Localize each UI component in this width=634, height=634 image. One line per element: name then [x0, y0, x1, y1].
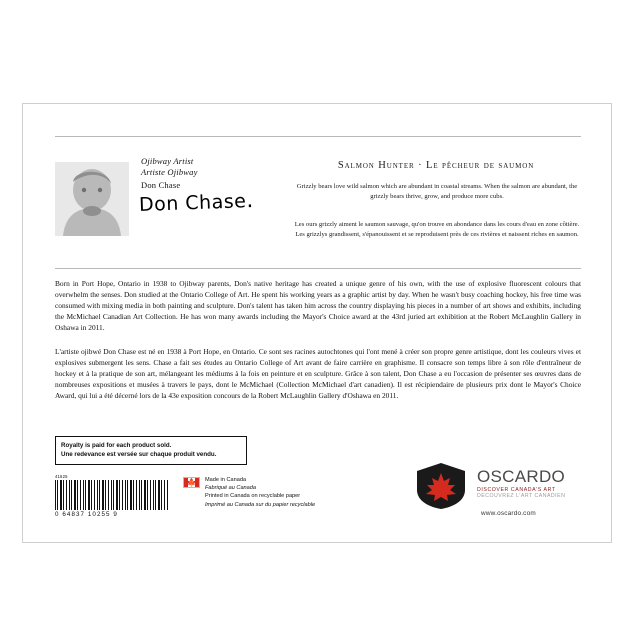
- artist-role-fr: Artiste Ojibway: [141, 167, 198, 177]
- barcode-image: [55, 480, 169, 510]
- artist-block: [55, 156, 285, 256]
- oscardo-wordmark: [477, 468, 565, 499]
- oscardo-tagline-fr: DÉCOUVREZ L'ART CANADIEN: [477, 493, 566, 499]
- barcode-block: [55, 474, 173, 518]
- royalty-notice-en: Royalty is paid for each product sold.: [61, 442, 172, 449]
- artist-photo: [55, 162, 129, 236]
- oscardo-name: OSCARDO: [477, 467, 566, 486]
- product-hangtag-card: [22, 103, 612, 543]
- maple-leaf-shield-icon: [415, 462, 467, 510]
- recycle-en: Printed in Canada on recyclable paper: [205, 493, 301, 500]
- artwork-description-fr: Les ours grizzly aiment le saumon sauvage, qu'on trouve en abondance dans les cours d'eau en zone côtière. Les grizzlys grandissent, s'épanouissent et se reproduisent près de ces rivières et naissent riches en saumon.: [294, 221, 580, 238]
- card-inner: [41, 118, 593, 530]
- made-in-canada-block: [183, 476, 353, 509]
- oscardo-tagline-en: DISCOVER CANADA'S ART: [477, 487, 556, 493]
- oscardo-logo: [403, 462, 579, 528]
- made-in-en: Made in Canada: [205, 477, 247, 483]
- barcode-number: 0 64837 10255 9: [55, 511, 118, 518]
- made-in-canada-text: [205, 476, 315, 509]
- divider-middle: [55, 268, 581, 269]
- canada-flag-icon: 🍁: [183, 477, 200, 488]
- royalty-notice: [55, 436, 247, 465]
- artwork-description-en: Grizzly bears love wild salmon which are abundant in coastal streams. When the salmon are abundant, the grizzly bears thrive, grow, and produce more cubs.: [296, 183, 578, 200]
- signature-text: Don Chase: [138, 190, 247, 216]
- divider-top: [55, 136, 581, 137]
- artist-role-en: Ojibway Artist: [141, 156, 194, 166]
- artist-bio-en: Born in Port Hope, Ontario in 1938 to Ojibway parents, Don's native heritage has created a unique genre of his own, with the use of explosive fluorescent colours that overwhelm the senses. Don studied at the Ontario College of Art. He spent his working years as a graphic artist by day. When he wasn't busy coaching hockey, his free time was consumed with mixing media in both painting and sculpture. Don's talent has taken him across the country displaying his pieces in a number of art shows and exhibits, including the McMichael Canadian Art Collection. He has won many awards including the Mayor's Choice award at the 43rd juried art exhibition at the Robert McLaughlin Gallery in Oshawa in 2011.: [55, 279, 581, 332]
- royalty-notice-fr: Une redevance est versée sur chaque produit vendu.: [61, 451, 217, 458]
- artist-signature: [139, 188, 255, 217]
- signature-dot: .: [245, 187, 255, 214]
- recycle-fr: Imprimé au Canada sur du papier recyclable: [205, 501, 316, 508]
- artist-bio-fr: L'artiste ojibwé Don Chase est né en 1938 à Port Hope, en Ontario. Ce sont ses racines autochtones qui l'ont mené à créer son propre genre artistique, dont les couleurs vives et explosives submergent les sens. Chase a fait ses études au Ontario College of Art avant de faire carrière en graphisme. Il consacre son temps libre à son rôle d'entraîneur de hockey et à la pratique de son art, mélangeant les médiums à la fois en peinture et en sculpture. Grâce à son talent, Don Chase a eu l'occasion de présenter ses œuvres dans de nombreuses expositions et musées à travers le pays, dont le McMichael (Collection McMichael d'art canadien). Il est récipiendaire de plusieurs prix dont le Mayor's Choice Award, qui lui a été décerné lors de la 43e exposition concours de la Robert McLaughlin Gallery d'Oshawa en 2011.: [55, 347, 581, 400]
- artwork-title: Salmon Hunter · Le pêcheur de saumon: [337, 160, 535, 171]
- barcode-sku: 41625: [55, 474, 68, 479]
- artist-caption: [141, 156, 291, 191]
- artist-name: Don Chase: [141, 180, 181, 190]
- made-in-fr: Fabriqué au Canada: [205, 485, 257, 492]
- oscardo-url[interactable]: www.oscardo.com: [481, 510, 536, 517]
